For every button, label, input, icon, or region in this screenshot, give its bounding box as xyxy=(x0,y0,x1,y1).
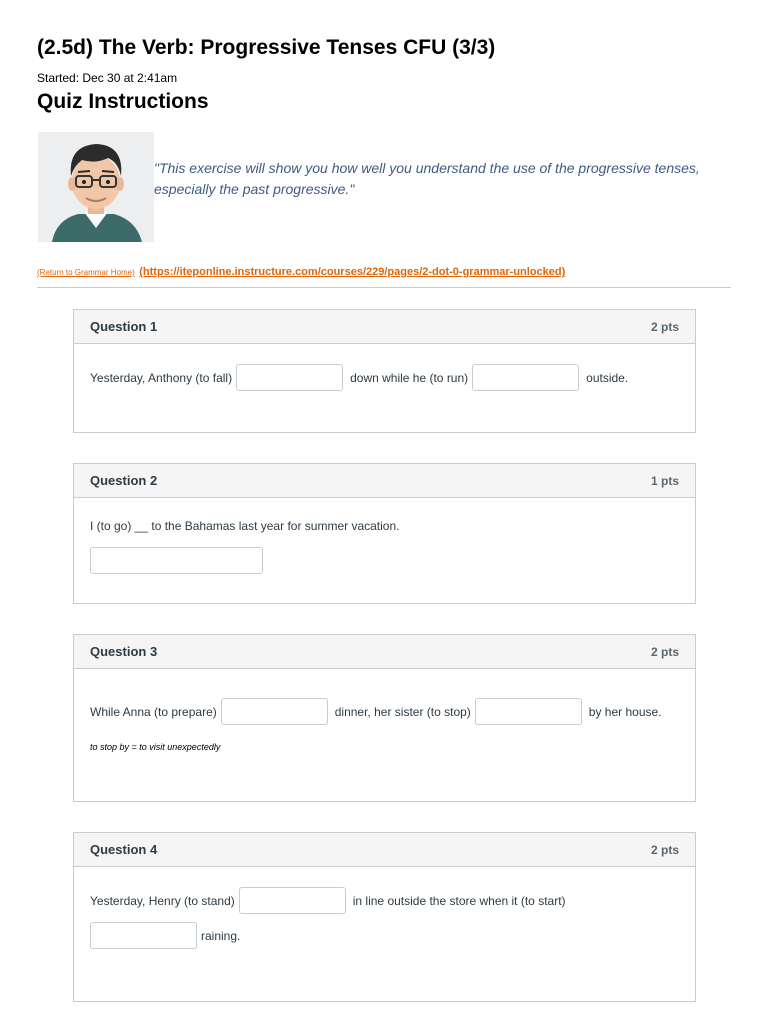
question-2-header xyxy=(74,464,695,498)
instructions-quote: "This exercise will show you how well you understand the use of the progressive tenses, especially the past progressive." xyxy=(154,160,700,197)
divider xyxy=(37,287,731,288)
return-links xyxy=(37,262,565,280)
question-2-points: 1 pts xyxy=(650,473,679,488)
q4-blank-2-input[interactable] xyxy=(90,922,197,949)
question-3-title: Question 3 xyxy=(90,644,158,659)
instructions-heading: Quiz Instructions xyxy=(37,90,209,113)
q2-sentence: I (to go) __ to the Bahamas last year for summer vacation. xyxy=(90,519,400,533)
return-home-link[interactable]: (Return to Grammar Home) xyxy=(37,268,135,277)
question-4-header xyxy=(74,833,695,867)
question-2-title: Question 2 xyxy=(90,473,158,488)
question-1-points: 2 pts xyxy=(650,319,679,334)
page-title: (2.5d) The Verb: Progressive Tenses CFU (3/3) xyxy=(37,36,496,59)
question-4-title: Question 4 xyxy=(90,842,158,857)
q4-text-part-3: raining. xyxy=(201,928,241,943)
q3-text-part-3: by her house. xyxy=(588,704,662,719)
question-2 xyxy=(73,463,696,604)
question-4-points: 2 pts xyxy=(650,842,679,857)
q4-blank-1-input[interactable] xyxy=(239,887,346,914)
question-1 xyxy=(73,309,696,433)
question-3-points: 2 pts xyxy=(650,644,679,659)
q3-text-part-1: While Anna (to prepare) xyxy=(90,704,217,719)
question-3-header xyxy=(74,635,695,669)
teacher-avatar-image xyxy=(38,132,154,242)
question-1-header xyxy=(74,310,695,344)
question-4 xyxy=(73,832,696,1002)
started-timestamp: Started: Dec 30 at 2:41am xyxy=(37,71,178,85)
question-3 xyxy=(73,634,696,802)
q1-text-part-1: Yesterday, Anthony (to fall) xyxy=(90,370,233,385)
q1-text-part-2: down while he (to run) xyxy=(350,370,469,385)
grammar-url-link[interactable]: (https://iteponline.instructure.com/courses/229/pages/2-dot-0-grammar-unlocked) xyxy=(139,266,566,278)
q1-text-part-3: outside. xyxy=(586,370,629,385)
q4-text-part-2: in line outside the store when it (to start) xyxy=(352,893,566,908)
q2-answer-input[interactable] xyxy=(90,547,263,574)
q3-text-part-2: dinner, her sister (to stop) xyxy=(334,704,471,719)
q1-blank-1-input[interactable] xyxy=(236,364,343,391)
q4-text-part-1: Yesterday, Henry (to stand) xyxy=(90,893,235,908)
question-1-title: Question 1 xyxy=(90,319,158,334)
q3-blank-1-input[interactable] xyxy=(221,698,328,725)
q3-blank-2-input[interactable] xyxy=(475,698,582,725)
q3-note: to stop by = to visit unexpectedly xyxy=(90,742,221,752)
q1-blank-2-input[interactable] xyxy=(472,364,579,391)
